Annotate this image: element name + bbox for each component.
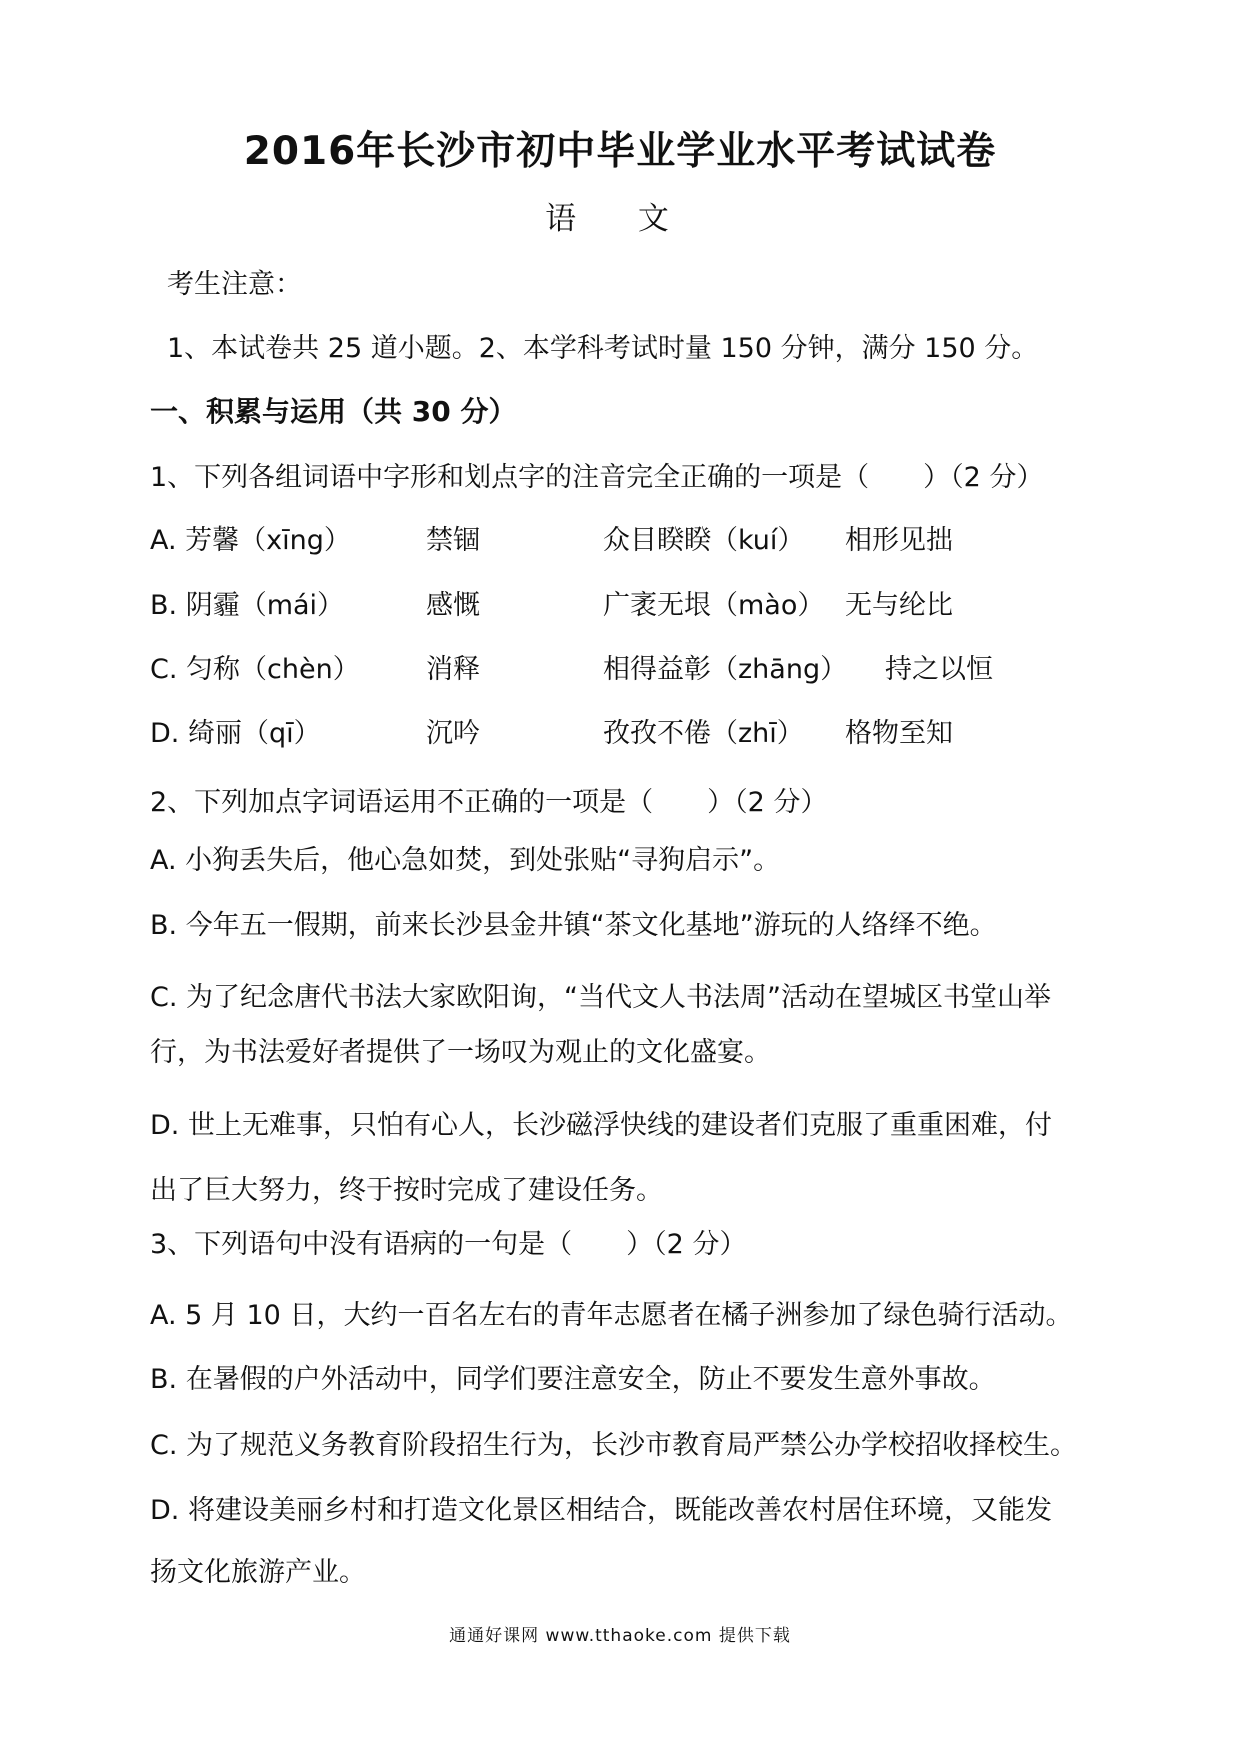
q1-c-col4: 持之以恒 <box>885 654 993 685</box>
exam-title: 2016年长沙市初中毕业学业水平考试试卷 <box>243 129 997 174</box>
q2-option-c-line2: 行，为书法爱好者提供了一场叹为观止的文化盛宴。 <box>150 1037 771 1068</box>
q3-option-d-line1: D. 将建设美丽乡村和打造文化景区相结合，既能改善农村居住环境，又能发 <box>150 1495 1052 1526</box>
q1-d-col3: 孜孜不倦（zhī） <box>603 718 804 749</box>
q1-a-col3: 众目睽睽（kuí） <box>603 525 805 556</box>
q1-d-col1: D. 绮丽（qī） <box>150 718 321 749</box>
q2-option-a: A. 小狗丢失后，他心急如焚，到处张贴“寻狗启示”。 <box>150 845 781 876</box>
q3-option-a: A. 5 月 10 日，大约一百名左右的青年志愿者在橘子洲参加了绿色骑行活动。 <box>150 1300 1073 1331</box>
section-title: 一、积累与运用（共 30 分） <box>150 395 517 428</box>
notice-heading: 考生注意： <box>167 269 302 300</box>
q1-stem: 1、下列各组词语中字形和划点字的注音完全正确的一项是（ ）（2 分） <box>150 462 1044 493</box>
q3-option-d-line2: 扬文化旅游产业。 <box>150 1557 366 1588</box>
q2-option-d-line1: D. 世上无难事，只怕有心人，长沙磁浮快线的建设者们克服了重重困难，付 <box>150 1110 1052 1141</box>
q3-stem: 3、下列语句中没有语病的一句是（ ）（2 分） <box>150 1229 747 1260</box>
q2-stem: 2、下列加点字词语运用不正确的一项是（ ）（2 分） <box>150 787 828 818</box>
q3-option-b: B. 在暑假的户外活动中，同学们要注意安全，防止不要发生意外事故。 <box>150 1364 996 1395</box>
q1-c-col1: C. 匀称（chèn） <box>150 654 360 685</box>
q1-c-col2: 消释 <box>426 654 480 685</box>
q1-d-col4: 格物至知 <box>845 718 953 749</box>
notice-text: 1、本试卷共 25 道小题。2、本学科考试时量 150 分钟，满分 150 分。 <box>167 333 1039 364</box>
q1-b-col1: B. 阴霾（mái） <box>150 590 345 621</box>
footer-source: 通通好课网 www.tthaoke.com 提供下载 <box>449 1626 791 1646</box>
q1-a-col4: 相形见拙 <box>845 525 953 556</box>
q2-option-b: B. 今年五一假期，前来长沙县金井镇“茶文化基地”游玩的人络绎不绝。 <box>150 910 997 941</box>
q1-option-a <box>150 518 1150 558</box>
q1-b-col2: 感慨 <box>426 590 480 621</box>
q1-c-col3: 相得益彰（zhāng） <box>603 654 848 685</box>
q1-d-col2: 沉吟 <box>426 718 480 749</box>
q1-a-col1: A. 芳馨（xīng） <box>150 525 351 556</box>
q1-option-c <box>150 647 1150 687</box>
q1-option-b <box>150 583 1150 623</box>
subject-label: 语 文 <box>545 201 695 237</box>
q3-option-c: C. 为了规范义务教育阶段招生行为，长沙市教育局严禁公办学校招收择校生。 <box>150 1430 1078 1461</box>
q1-b-col3: 广袤无垠（mào） <box>603 590 825 621</box>
q1-a-col2: 禁锢 <box>426 525 480 556</box>
q1-option-d <box>150 711 1150 751</box>
q2-option-c-line1: C. 为了纪念唐代书法大家欧阳询，“当代文人书法周”活动在望城区书堂山举 <box>150 982 1051 1013</box>
q2-option-d-line2: 出了巨大努力，终于按时完成了建设任务。 <box>150 1175 663 1206</box>
q1-b-col4: 无与纶比 <box>845 590 953 621</box>
